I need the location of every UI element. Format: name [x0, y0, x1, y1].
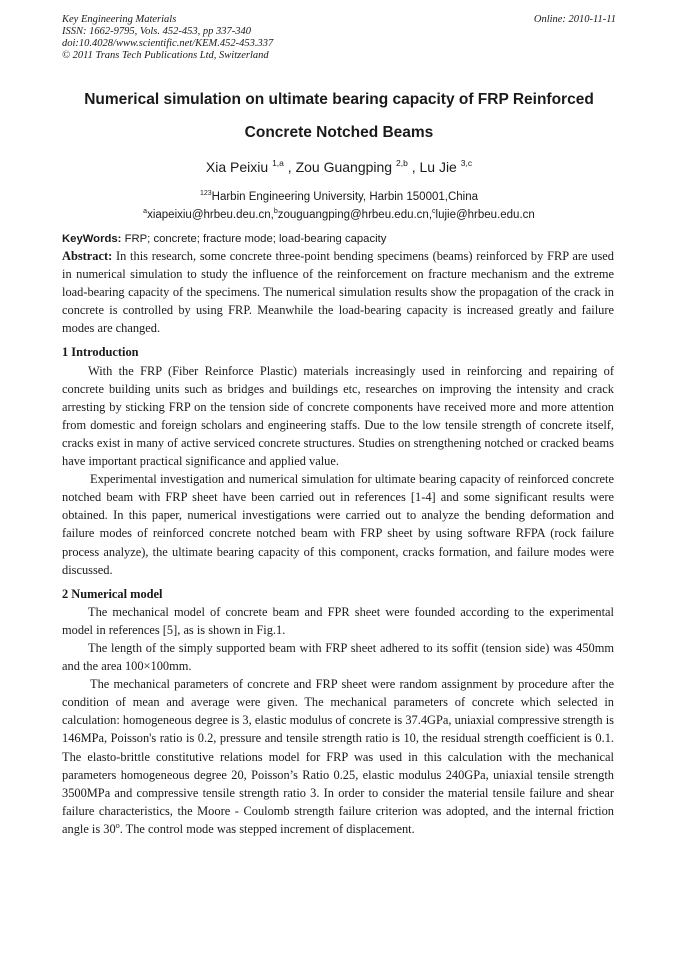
paragraph: The mechanical model of concrete beam and FPR sheet were founded according to the experimental model in references [5], as is shown in Fig.1.	[62, 604, 614, 637]
abstract-label: Abstract:	[62, 249, 113, 263]
affiliation	[0, 190, 678, 204]
author-affil-mark: 1,a	[272, 158, 284, 168]
paragraph: With the FRP (Fiber Reinforce Plastic) materials increasingly used in reinforcing and repairing of concrete building units such as bridges and buildings etc, researches on improving the intensity and crack arresting by sticking FRP on the tension side of concrete components have received more and more attention from domestic and foreign scholars and engineering staffs. Due to the low tensile strength of concrete itself, cracks exist in many of active serviced concrete structures. Studies on strengthening notched or cracked beams have important practical significance and applied value.	[62, 363, 614, 469]
email-list	[0, 208, 678, 222]
doi-line: doi:10.4028/www.scientific.net/KEM.452-453.337	[62, 38, 274, 49]
abstract	[62, 247, 614, 337]
online-date: Online: 2010-11-11	[533, 14, 616, 25]
running-header	[62, 14, 616, 62]
author-affil-mark: 2,b	[395, 158, 408, 168]
email-mark: c	[432, 208, 436, 215]
email-mark: a	[143, 208, 148, 215]
copyright-line: © 2011 Trans Tech Publications Ltd, Switzerland	[62, 50, 269, 61]
author-name: , Lu Jie	[411, 159, 457, 175]
author-name: Xia Peixiu	[205, 159, 269, 175]
paper-title-line-1: Numerical simulation on ultimate bearing capacity of FRP Reinforced	[84, 91, 594, 108]
author-list	[0, 158, 678, 176]
paragraph-text: . The control mode was stepped increment of displacement.	[119, 821, 415, 836]
paragraph: The length of the simply supported beam with FRP sheet adhered to its soffit (tension side) was 450mm and the area 100×100mm.	[62, 640, 614, 674]
paper-title-line-2: Concrete Notched Beams	[244, 124, 434, 141]
email-address: xiapeixiu@hrbeu.deu.cn,	[147, 209, 274, 221]
journal-name: Key Engineering Materials	[62, 14, 177, 25]
author-affil-mark: 3,c	[460, 158, 473, 168]
keywords-label: KeyWords:	[62, 233, 122, 245]
email-address: zouguangping@hrbeu.edu.cn,	[277, 209, 433, 221]
author-name: , Zou Guangping	[287, 159, 393, 175]
affiliation-text: Harbin Engineering University, Harbin 150001,China	[211, 191, 479, 203]
paper-body	[62, 231, 614, 838]
degree-mark: o	[115, 820, 120, 830]
section-heading-introduction: 1 Introduction	[62, 345, 139, 360]
paragraph	[62, 675, 614, 838]
affiliation-mark: 123	[199, 190, 212, 197]
publication-info	[62, 14, 273, 62]
issn-line: ISSN: 1662-9795, Vols. 452-453, pp 337-340	[62, 26, 251, 37]
keywords	[62, 231, 614, 247]
email-address: lujie@hrbeu.edu.cn	[435, 209, 535, 221]
section-heading-numerical-model: 2 Numerical model	[62, 586, 163, 601]
paragraph: Experimental investigation and numerical simulation for ultimate bearing capacity of reinforced concrete notched beam with FRP sheet have been carried out in references [1-4] and some significant results were obtained. In this paper, numerical investigations were carried out to analyze the bending deformation and failure modes of reinforced concrete notched beam with FRP sheet by using software RFPA (rock failure process analyze), the ultimate bearing capacity of this component, cracks formation, and failure modes were discussed.	[62, 472, 614, 577]
paragraph-text: The mechanical parameters of concrete and FRP sheet were random assignment by procedure after the condition of mean and average were given. The mechanical parameters of concrete which selected in calculation: homogeneous degree is 3, elastic modulus of concrete is 37.4GPa, uniaxial compressive strength is 146MPa, Poisson's ratio is 0.2, pressure and tensile strength ratio is 10, the residual strength coefficient is 0.1. The elasto-brittle constitutive relations model for FRP was used in this calculation with the mechanical parameters homogeneous degree 20, Poisson’s Ratio 0.25, elastic modulus 240GPa, uniaxial tensile strength 3500MPa and compressive tensile strength ratio 3. In order to consider the material tensile failure and shear failure characteristics, the Moore - Coulomb strength failure criterion was adopted, and the internal friction angle is 30	[62, 677, 614, 836]
email-mark: b	[273, 208, 278, 215]
abstract-text: In this research, some concrete three-point bending specimens (beams) reinforced by FRP are used in numerical simulation to study the influence of the reinforcement on fracture mechanism and the extreme load-bearing capacity of the specimens. The numerical simulation results show the propagation of the crack in concrete is controlled by using FRP. Meanwhile the load-bearing capacity is increased greatly and failure modes are changed.	[62, 249, 614, 336]
keywords-text: FRP; concrete; fracture mode; load-bearing capacity	[121, 233, 387, 245]
